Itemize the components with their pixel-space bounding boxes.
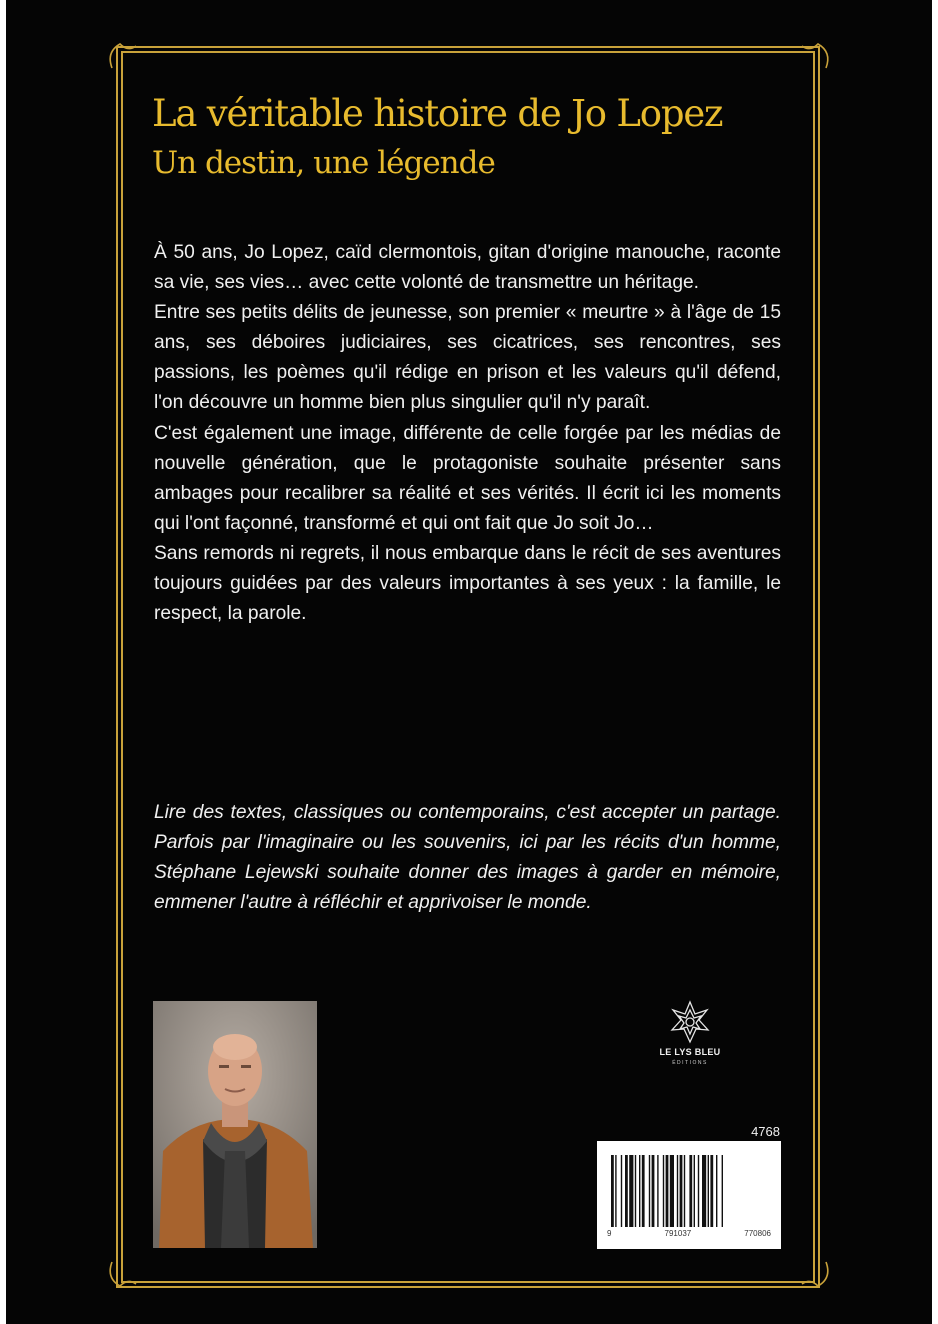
publisher-subtitle: ÉDITIONS [672,1060,708,1066]
barcode-bar [649,1155,650,1227]
summary-paragraph: Entre ses petits délits de jeunesse, son premier « meurtre » à l'âge de 15 ans, ses déboires judiciaires, ses cicatrices, ses rencontres, ses passions, les poèmes qu'il rédige en prison et les valeurs qu'il défend, l'on découvre un homme bien plus singulier qu'il n'y paraît. [154,302,781,414]
barcode-bar [615,1155,616,1227]
barcode-bar [702,1155,706,1227]
barcode-bar [629,1155,633,1227]
barcode-digit-group: 9 [607,1229,612,1238]
barcode-bar [666,1155,669,1227]
barcode-bar [639,1155,640,1227]
barcode-bar [635,1155,636,1227]
barcode-bar [708,1155,709,1227]
barcode-digit-group: 770806 [744,1229,771,1238]
isbn-barcode [597,1141,781,1249]
barcode-bar [611,1155,614,1227]
barcode-bar [642,1155,645,1227]
author-bio-text: Lire des textes, classiques ou contemporains, c'est accepter un partage. Parfois par l'imaginaire ou les souvenirs, ici par les récits d'un homme, Stéphane Lejewski souhaite donner des images à garder en mémoire, emmener l'autre à réfléchir et apprivoiser le monde. [154,802,781,914]
barcode-bar [663,1155,664,1227]
summary-paragraph: Sans remords ni regrets, il nous embarque dans le récit de ses aventures toujours guidées par des valeurs importantes à ses yeux : la famille, le respect, la parole. [154,542,781,625]
barcode-bar [652,1155,655,1227]
book-subtitle: Un destin, une légende [152,145,495,181]
barcode-bar [689,1155,692,1227]
barcode-bar [677,1155,678,1227]
summary-paragraph: À 50 ans, Jo Lopez, caïd clermontois, gitan d'origine manouche, raconte sa vie, ses vies… avec cette volonté de transmettre un héritage. [154,242,781,294]
barcode-bar [698,1155,699,1227]
product-code: 4768 [751,1124,780,1139]
author-bio [154,798,781,918]
barcode-bar [684,1155,685,1227]
barcode-bars [597,1141,781,1231]
barcode-bar [621,1155,622,1227]
barcode-bar [625,1155,628,1227]
barcode-bar [694,1155,695,1227]
publisher-name: LE LYS BLEU [659,1047,721,1057]
cover-background [6,0,932,1324]
barcode-digits [597,1229,781,1238]
summary-paragraph: C'est également une image, différente de celle forgée par les médias de nouvelle génération, que le protagoniste souhaite présenter sans ambages pour recalibrer sa réalité et ses vérités. Il écrit ici les moments qui l'ont façonné, transformé et qui ont fait que Jo soit Jo… [154,422,781,534]
barcode-bar [716,1155,717,1227]
summary-text [154,238,781,629]
barcode-digit-group: 791037 [664,1229,692,1238]
barcode-bar [680,1155,683,1227]
book-title: La véritable histoire de Jo Lopez [152,92,723,135]
barcode-bar [657,1155,658,1227]
author-photo [153,1001,317,1248]
barcode-bar [670,1155,674,1227]
barcode-bar [710,1155,713,1227]
barcode-bar [722,1155,723,1227]
